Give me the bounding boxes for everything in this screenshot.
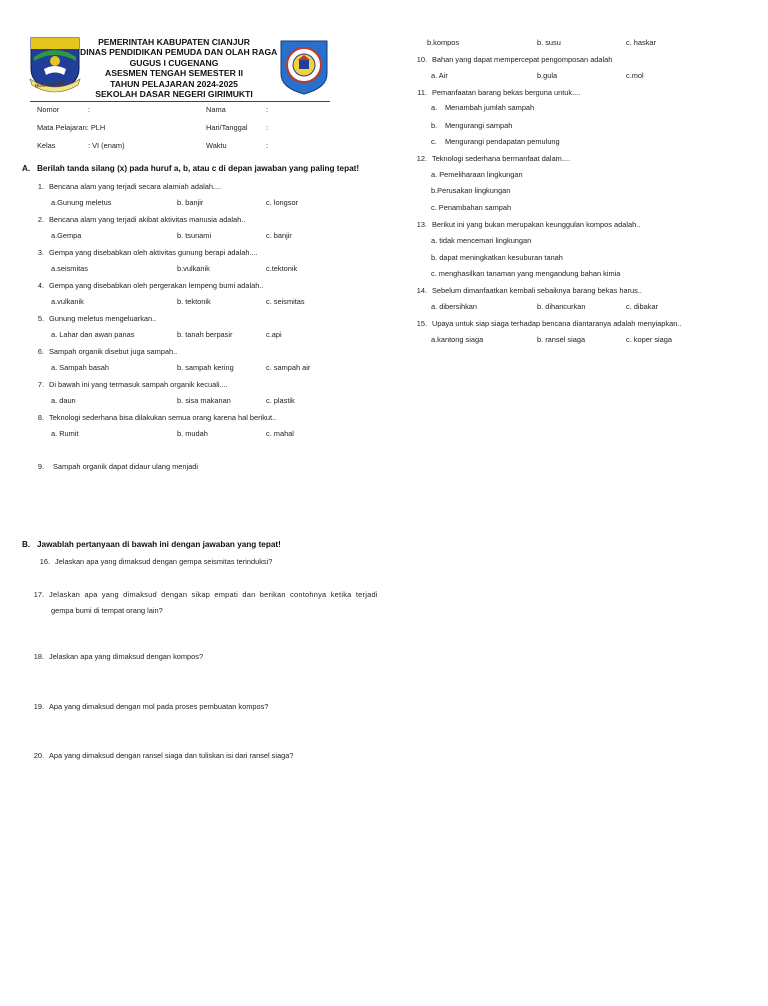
question-3 <box>30 248 258 257</box>
question-text: Gempa yang disebabkan oleh pergerakan lempeng bumi adalah.. <box>49 281 264 290</box>
q7-option-b[interactable]: b. sisa makanan <box>177 396 231 405</box>
hari-field[interactable]: : <box>266 123 269 132</box>
q5-option-b[interactable]: b. tanah berpasir <box>177 330 233 339</box>
nama-label: Nama <box>206 105 226 114</box>
q1-option-a[interactable]: a.Gunung meletus <box>51 198 112 207</box>
q1-option-c[interactable]: c. longsor <box>266 198 299 207</box>
question-text: Apa yang dimaksud dengan ransel siaga dan tuliskan isi dari ransel siaga? <box>49 751 294 760</box>
question-19 <box>30 702 268 711</box>
question-text: Sampah organik dapat didaur ulang menjadi <box>53 462 199 471</box>
question-number: 11. <box>417 88 427 97</box>
kelas-label: Kelas <box>37 141 56 150</box>
question-text: Berikut ini yang bukan merupakan keunggulan kompos adalah.. <box>432 220 641 229</box>
q2-option-c[interactable]: c. banjir <box>266 231 292 240</box>
q6-option-a[interactable]: a. Sampah basah <box>51 363 109 372</box>
nama-field[interactable]: : <box>266 105 269 114</box>
question-number: 7. <box>37 380 44 389</box>
q9-option-c[interactable]: c. haskar <box>626 38 656 47</box>
q10-option-a[interactable]: a. Air <box>431 71 448 80</box>
q14-option-b[interactable]: b. dihancurkan <box>537 302 586 311</box>
q3-option-b[interactable]: b.vulkanik <box>177 264 210 273</box>
question-number: 4. <box>37 281 44 290</box>
mapel-label: Mata Pelajaran: PLH <box>37 123 106 132</box>
question-20 <box>30 751 293 760</box>
question-10 <box>413 55 612 64</box>
q2-option-a[interactable]: a.Gempa <box>51 231 82 240</box>
question-5 <box>30 314 156 323</box>
question-1 <box>30 182 221 191</box>
q2-option-b[interactable]: b. tsunami <box>177 231 212 240</box>
question-11 <box>413 88 580 97</box>
question-text: Bencana alam yang terjadi akibat aktivitas manusia adalah.. <box>49 215 246 224</box>
header-line-4: ASESMEN TENGAH SEMESTER II <box>105 68 243 79</box>
header-line-3: GUGUS I CUGENANG <box>129 57 219 68</box>
question-6 <box>30 347 177 356</box>
header-line-2: DINAS PENDIDIKAN PEMUDA DAN OLAH RAGA <box>80 47 278 58</box>
header-title-block <box>80 37 278 100</box>
question-number: 8. <box>37 413 44 422</box>
question-13 <box>413 220 640 229</box>
question-number: 16. <box>39 557 50 566</box>
question-number: 5. <box>37 314 44 323</box>
question-number: 1. <box>37 182 44 191</box>
q1-option-b[interactable]: b. banjir <box>177 198 204 207</box>
q6-option-c[interactable]: c. sampah air <box>266 363 311 372</box>
q6-option-b[interactable]: b. sampah kering <box>177 363 234 372</box>
q15-option-b[interactable]: b. ransel siaga <box>537 335 586 344</box>
question-text: Teknologi sederhana bermanfaat dalam.... <box>432 154 571 163</box>
question-number: 15. <box>416 319 427 328</box>
section-b-marker: B. <box>22 540 31 549</box>
question-12 <box>413 154 570 163</box>
q11-option-b-letter: b. <box>431 121 438 130</box>
question-text: Pemanfaatan barang bekas berguna untuk.... <box>432 88 581 97</box>
question-8 <box>30 413 276 422</box>
question-text: Gunung meletus mengeluarkan.. <box>49 314 157 323</box>
question-17 <box>30 590 378 599</box>
question-14 <box>413 286 642 295</box>
q14-option-a[interactable]: a. dibersihkan <box>431 302 478 311</box>
q3-option-a[interactable]: a.seismitas <box>51 264 88 273</box>
question-2 <box>30 215 245 224</box>
q11-option-c[interactable]: Mengurangi pendapatan pemulung <box>445 137 560 146</box>
question-number: 6. <box>37 347 44 356</box>
waktu-label: Waktu <box>206 141 227 150</box>
q4-option-c[interactable]: c. seismitas <box>266 297 305 306</box>
q12-option-c[interactable]: c. Penambahan sampah <box>431 203 512 212</box>
question-number: 12. <box>416 154 427 163</box>
question-text: Jelaskan apa yang dimaksud dengan gempa seismitas terinduksi? <box>55 557 273 566</box>
question-number: 13. <box>416 220 427 229</box>
question-text: Di bawah ini yang termasuk sampah organik kecuali.... <box>49 380 228 389</box>
q4-option-b[interactable]: b. tektonik <box>177 297 211 306</box>
q11-option-a-letter: a. <box>431 103 438 112</box>
q14-option-c[interactable]: c. dibakar <box>626 302 659 311</box>
question-number: 2. <box>37 215 44 224</box>
nomor-field[interactable]: : <box>88 105 91 114</box>
logo-ribbon-text: BUGIH MUNTI <box>34 80 66 89</box>
q5-option-c[interactable]: c.api <box>266 330 282 339</box>
q15-option-c[interactable]: c. koper siaga <box>626 335 673 344</box>
question-number: 3. <box>37 248 44 257</box>
section-a-title: Berilah tanda silang (x) pada huruf a, b, atau c di depan jawaban yang paling tepat! <box>37 164 360 173</box>
q15-option-a[interactable]: a.kantong siaga <box>431 335 484 344</box>
question-4 <box>30 281 263 290</box>
q8-option-b[interactable]: b. mudah <box>177 429 208 438</box>
q13-option-a[interactable]: a. tidak mencemari lingkungan <box>431 236 532 245</box>
q10-option-b[interactable]: b.gula <box>537 71 558 80</box>
question-text: Sampah organik disebut juga sampah.. <box>49 347 178 356</box>
q13-option-b[interactable]: b. dapat meningkatkan kesuburan tanah <box>431 253 563 262</box>
question-text: Sebelum dimanfaatkan kembali sebaiknya barang bekas harus.. <box>432 286 642 295</box>
q11-option-b[interactable]: Mengurangi sampah <box>445 121 513 130</box>
question-7 <box>30 380 228 389</box>
header-line-5: TAHUN PELAJARAN 2024-2025 <box>110 78 238 89</box>
question-number: 14. <box>416 286 427 295</box>
header-line-6: SEKOLAH DASAR NEGERI GIRIMUKTI <box>95 89 253 100</box>
q7-option-a[interactable]: a. daun <box>51 396 76 405</box>
question-9 <box>30 462 198 471</box>
question-16 <box>36 557 272 566</box>
q12-option-b[interactable]: b.Perusakan lingkungan <box>431 186 511 195</box>
question-15 <box>413 319 681 328</box>
q10-option-c[interactable]: c.mol <box>626 71 644 80</box>
nomor-label: Nomor <box>37 105 60 114</box>
q12-option-a[interactable]: a. Pemeliharaan lingkungan <box>431 170 523 179</box>
question-number: 20. <box>33 751 44 760</box>
q3-option-c[interactable]: c.tektonik <box>266 264 298 273</box>
kelas-value: : VI (enam) <box>88 141 125 150</box>
question-text: Apa yang dimaksud dengan mol pada proses pembuatan kompos? <box>49 702 269 711</box>
question-text: Teknologi sederhana bisa dilakukan semua orang karena hal berikut.. <box>49 413 277 422</box>
q9-option-b[interactable]: b. susu <box>537 38 561 47</box>
question-17-continuation: gempa bumi di tempat orang lain? <box>51 606 163 615</box>
question-number: 9. <box>37 462 44 471</box>
section-b-title: Jawablah pertanyaan di bawah ini dengan jawaban yang tepat! <box>37 540 281 549</box>
question-number: 19. <box>33 702 44 711</box>
hari-label: Hari/Tanggal <box>206 123 248 132</box>
school-logo <box>278 38 330 96</box>
waktu-field[interactable]: : <box>266 141 269 150</box>
question-text: Bahan yang dapat mempercepat pengomposan adalah <box>432 55 613 64</box>
question-text: Jelaskan apa yang dimaksud dengan sikap empati dan berikan contohnya ketika terjadi <box>49 590 378 599</box>
question-text: Gempa yang disebabkan oleh aktivitas gunung berapi adalah.... <box>49 248 258 257</box>
question-18 <box>30 652 203 661</box>
header-line-1: PEMERINTAH KABUPATEN CIANJUR <box>98 37 250 47</box>
q7-option-c[interactable]: c. plastik <box>266 396 295 405</box>
q8-option-c[interactable]: c. mahal <box>266 429 294 438</box>
q5-option-a[interactable]: a. Lahar dan awan panas <box>51 330 135 339</box>
q11-option-c-letter: c. <box>431 137 437 146</box>
header-divider <box>30 101 330 102</box>
q8-option-a[interactable]: a. Rumit <box>51 429 79 438</box>
q11-option-a[interactable]: Menambah jumlah sampah <box>445 103 535 112</box>
question-number: 10. <box>416 55 427 64</box>
q13-option-c[interactable]: c. menghasilkan tanaman yang mengandung bahan kimia <box>431 269 621 278</box>
question-text: Jelaskan apa yang dimaksud dengan kompos? <box>49 652 204 661</box>
question-number: 18. <box>33 652 44 661</box>
q9-option-a[interactable]: b.kompos <box>427 38 460 47</box>
q4-option-a[interactable]: a.vulkanik <box>51 297 84 306</box>
question-text: Bencana alam yang terjadi secara alamiah adalah.... <box>49 182 222 191</box>
section-a-marker: A. <box>22 164 31 173</box>
question-number: 17. <box>33 590 44 599</box>
question-text: Upaya untuk siap siaga terhadap bencana diantaranya adalah menyiapkan.. <box>432 319 682 328</box>
